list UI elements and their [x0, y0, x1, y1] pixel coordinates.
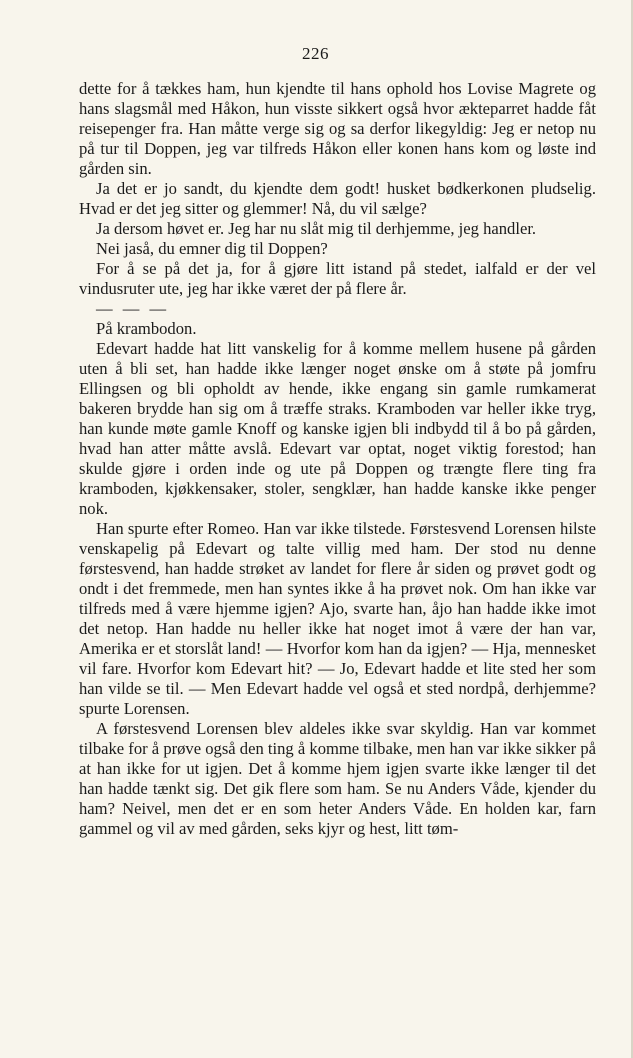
- section-break: — — —: [96, 299, 170, 318]
- body-text: [79, 79, 596, 839]
- page-number: 226: [302, 44, 329, 63]
- paragraph: Edevart hadde hat litt vanskelig for å komme mellem husene på gården uten å bli set, han hadde ikke længer noget ønske om å støte på jomfru Ellingsen og bli opholdt av hende, ikke engang sin gamle rumkamerat bakeren brydde han sig om å træffe straks. Kramboden var heller ikke tryg, han kunde møte gamle Knoff og kanske igjen bli indbydd til å bo på gården, hvad han atter måtte avslå. Edevart var optat, noget viktig forestod; han skulde gjøre i orden inde og ute på Doppen og trængte flere ting fra kramboden, kjøkkensaker, stoler, sengklær, han hadde kanske ikke penger nok.: [79, 339, 596, 518]
- paragraph: A førstesvend Lorensen blev aldeles ikke svar skyldig. Han var kommet tilbake for å prøve også den ting å komme tilbake, men han var ikke sikker på at han ikke for ut igjen. Det å komme hjem igjen svarte ikke længer til det han hadde tænkt sig. Det gik flere som ham. Se nu Anders Våde, kjender du ham? Neivel, men det er en som heter Anders Våde. En holden kar, farn gammel og vil av med gården, seks kjyr og hest, litt tøm-: [79, 719, 597, 838]
- paragraph: For å se på det ja, for å gjøre litt istand på stedet, ialfald er der vel vindusruter ute, jeg har ikke været der på flere år.: [79, 259, 596, 298]
- paragraph: På krambodon.: [96, 319, 197, 338]
- paragraph: Ja det er jo sandt, du kjendte dem godt! husket bødkerkonen pludselig. Hvad er det jeg sitter og glemmer! Nå, du vil sælge?: [79, 179, 596, 218]
- paragraph: Ja dersom høvet er. Jeg har nu slåt mig til derhjemme, jeg handler.: [96, 219, 537, 238]
- paragraph: Han spurte efter Romeo. Han var ikke tilstede. Førstesvend Lorensen hilste venskapelig på Edevart og talte villig med ham. Der stod nu denne førstesvend, han hadde strøket av landet for flere år siden og prøvet godt og ondt i det fremmede, men han syntes ikke å ha prøvet nok. Om han ikke var tilfreds med å være hjemme igjen? Ajo, svarte han, åjo han hadde ikke imot det netop. Han hadde nu heller ikke hat noget imot å være der han var, Amerika er et storslåt land! — Hvorfor kom han da igjen? — Hja, mennesket vil fare. Hvorfor kom Edevart hit? — Jo, Edevart hadde et lite sted her som han vilde se til. — Men Edevart hadde vel også et sted nordpå, derhjemme? spurte Lorensen.: [79, 519, 596, 718]
- paragraph: dette for å tækkes ham, hun kjendte til hans ophold hos Lovise Magrete og hans slagsmål med Håkon, hun visste sikkert også hvor ækteparret hadde fåt reisepenger fra. Han måtte verge sig og sa derfor likegyldig: Jeg er netop nu på tur til Doppen, jeg var tilfreds Håkon eller konen hans kom og løste ind gården sin.: [79, 79, 596, 178]
- paragraph: Nei jaså, du emner dig til Doppen?: [96, 239, 328, 258]
